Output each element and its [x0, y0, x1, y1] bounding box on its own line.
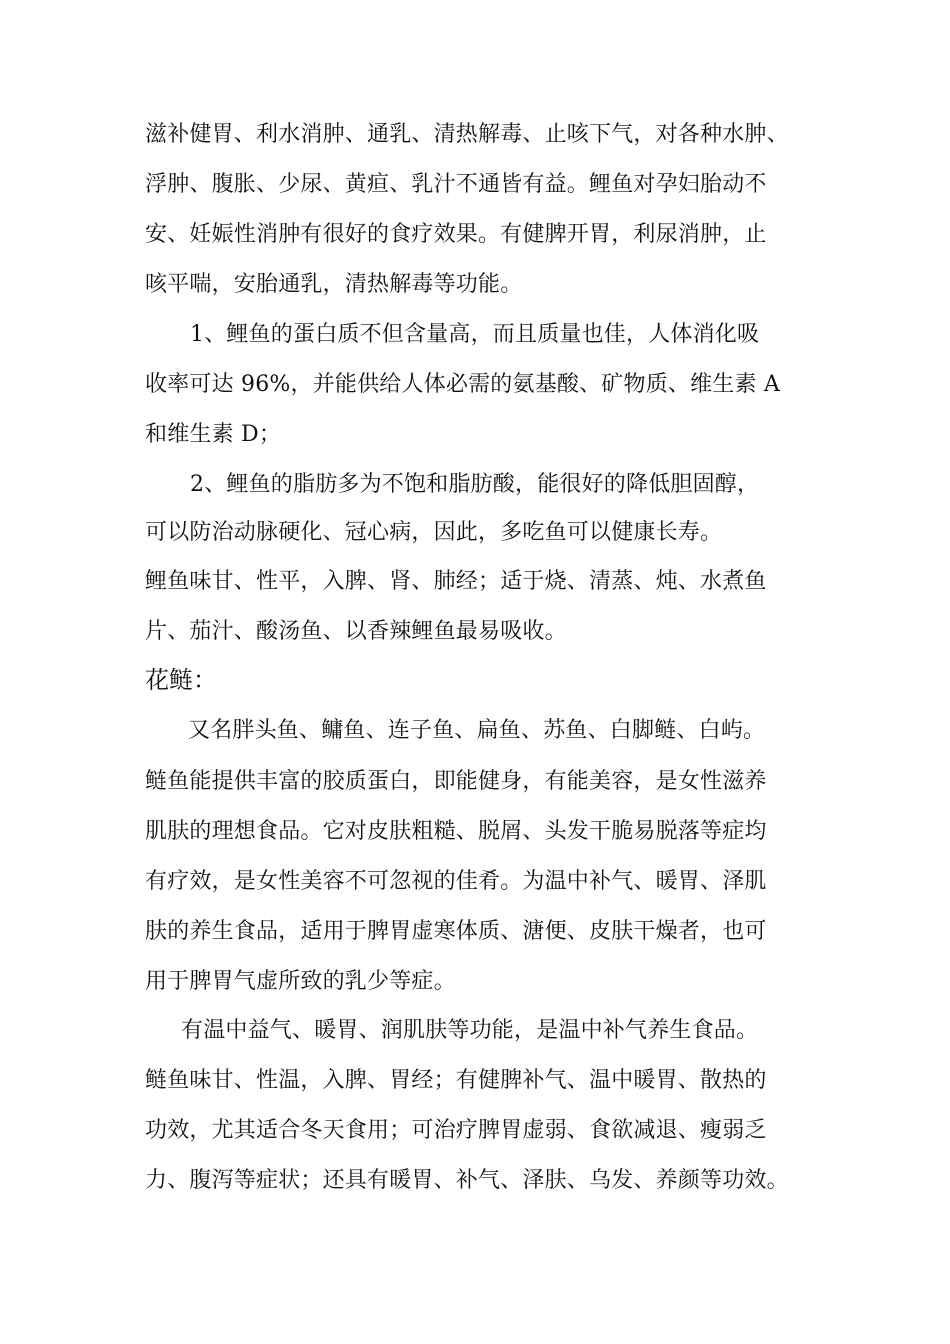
text-line: 肤的养生食品，适用于脾胃虚寒体质、溏便、皮肤干燥者，也可	[145, 919, 767, 944]
text-line: 有疗效，是女性美容不可忽视的佳肴。为温中补气、暖胃、泽肌	[145, 869, 767, 894]
text-line: 鲤鱼味甘、性平，入脾、肾、肺经；适于烧、清蒸、炖、水煮鱼	[145, 569, 767, 594]
text-line: 1、鲤鱼的蛋白质不但含量高，而且质量也佳，人体消化吸	[190, 322, 760, 347]
text-line: 又名胖头鱼、鳙鱼、连子鱼、扁鱼、苏鱼、白脚鲢、白屿。	[188, 718, 766, 743]
text-line: 鲢鱼味甘、性温，入脾、胃经；有健脾补气、温中暖胃、散热的	[145, 1068, 767, 1093]
text-line: 和维生素 D；	[145, 422, 282, 447]
text-line: 收率可达 96%，并能供给人体必需的氨基酸、矿物质、维生素 A	[145, 372, 780, 397]
text-line: 肌肤的理想食品。它对皮肤粗糙、脱屑、头发干脆易脱落等症均	[145, 819, 767, 844]
text-line: 安、妊娠性消肿有很好的食疗效果。有健脾开胃，利尿消肿，止	[145, 222, 767, 247]
text-line: 可以防治动脉硬化、冠心病，因此，多吃鱼可以健康长寿。	[145, 520, 723, 545]
section-heading: 花鲢：	[145, 666, 217, 694]
text-line: 力、腹泻等症状；还具有暖胃、补气、泽肤、乌发、养颜等功效。	[145, 1168, 789, 1193]
text-line: 滋补健胃、利水消肿、通乳、清热解毒、止咳下气，对各种水肿、	[145, 122, 789, 147]
text-line: 浮肿、腹胀、少尿、黄疸、乳汁不通皆有益。鲤鱼对孕妇胎动不	[145, 172, 767, 197]
text-line: 功效，尤其适合冬天食用；可治疗脾胃虚弱、食欲减退、瘦弱乏	[145, 1118, 767, 1143]
text-line: 用于脾胃气虚所致的乳少等症。	[145, 969, 456, 994]
text-line: 2、鲤鱼的脂肪多为不饱和脂肪酸，能很好的降低胆固醇，	[190, 472, 760, 497]
text-line: 咳平喘，安胎通乳，清热解毒等功能。	[145, 272, 523, 297]
text-line: 有温中益气、暖胃、润肌肤等功能，是温中补气养生食品。	[181, 1018, 759, 1043]
text-line: 片、茄汁、酸汤鱼、以香辣鲤鱼最易吸收。	[145, 619, 567, 644]
text-line: 鲢鱼能提供丰富的胶质蛋白，即能健身，有能美容，是女性滋养	[145, 769, 767, 794]
